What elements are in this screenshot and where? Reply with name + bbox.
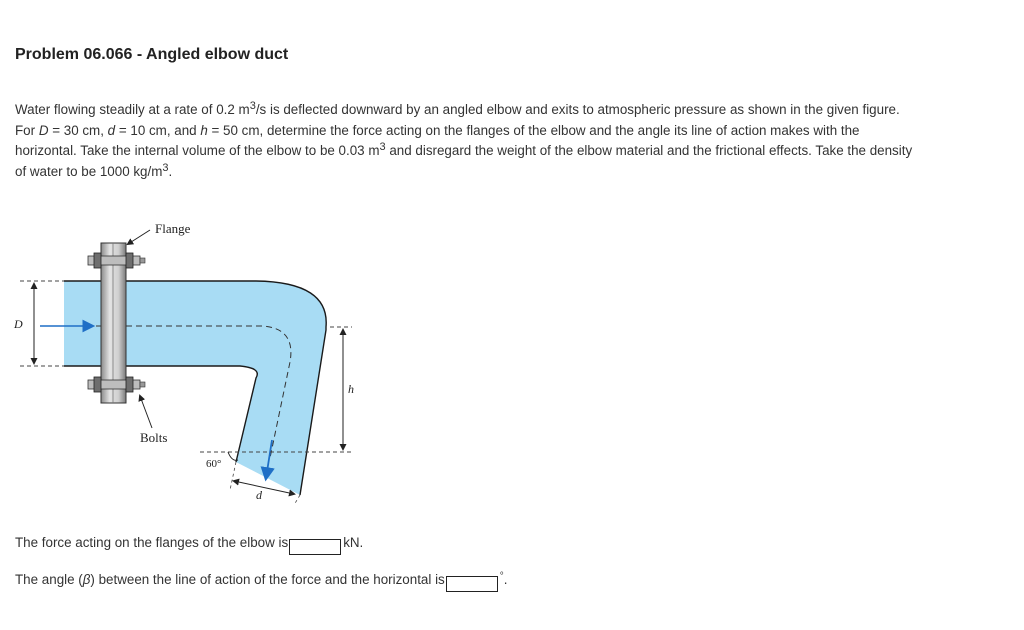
statement-text: = 30 cm, — [48, 122, 108, 138]
angle-suffix: . — [503, 572, 508, 587]
force-unit: kN. — [343, 535, 364, 550]
h-label: h — [348, 382, 354, 396]
bolts-label: Bolts — [140, 430, 168, 445]
angle-unit: ° — [499, 571, 504, 582]
statement-text: Water flowing steadily at a rate of 0.2 m — [15, 102, 250, 117]
d-label: d — [256, 488, 262, 502]
flange-label: Flange — [155, 221, 191, 236]
beta-symbol: β — [82, 572, 91, 587]
statement-text: and disregard the weight of the elbow material and the frictional effects. Take the density of water to be 1000 kg/m — [15, 143, 913, 179]
variable-h: h — [200, 122, 208, 138]
flange-leader — [128, 230, 150, 244]
bolts-leader — [140, 396, 152, 428]
force-prompt: The force acting on the flanges of the elbow is — [15, 535, 289, 550]
D-label: D — [14, 317, 23, 331]
statement-text: /s is deflected downward by an angled elbow and exits to atmospheric pressure as shown in the given figure. For — [15, 102, 900, 138]
problem-title: Problem 06.066 - Angled elbow duct — [15, 46, 289, 63]
angle-answer-input[interactable] — [446, 576, 498, 592]
statement-text: = 10 cm, and — [115, 122, 201, 138]
angle-answer-row — [15, 571, 507, 592]
angle-prompt-b: ) between the line of action of the force and the horizontal is — [90, 572, 445, 587]
flange-plate — [101, 243, 126, 403]
angle-label: 60° — [206, 458, 222, 470]
superscript: 3 — [379, 141, 386, 153]
force-answer-input[interactable] — [289, 539, 341, 555]
superscript: 3 — [162, 161, 169, 174]
statement-text: = 50 cm, determine the force acting on the flanges of the elbow and the angle its line of action makes with the horizontal. Take the internal volume of the elbow to be 0.03 m — [15, 122, 860, 158]
angle-prompt-a: The angle ( — [15, 572, 83, 587]
superscript: 3 — [249, 100, 256, 112]
problem-statement — [15, 100, 915, 182]
statement-text: . — [168, 163, 173, 179]
variable-d: d — [107, 122, 116, 138]
force-answer-row — [15, 535, 363, 555]
variable-D: D — [38, 122, 49, 138]
elbow-duct-figure — [0, 210, 380, 510]
